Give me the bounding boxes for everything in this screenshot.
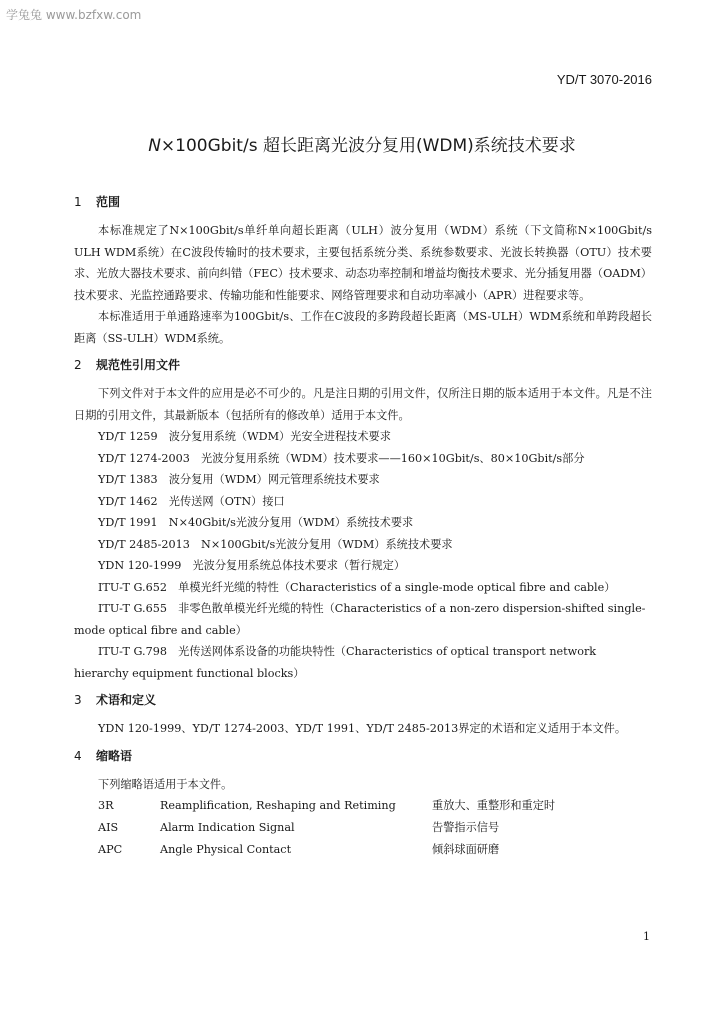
title-text: ×100Gbit/s 超长距离光波分复用(WDM)系统技术要求 xyxy=(160,136,576,156)
title-italic-prefix: N xyxy=(148,136,161,156)
scope-paragraph-2: 本标准适用于单通路速率为100Gbit/s、工作在C波段的多跨段超长距离（MS-ULH）WDM系统和单跨段超长距离（SS-ULH）WDM系统。 xyxy=(74,310,652,345)
reference-item: YD/T 1274-2003 光波分复用系统（WDM）技术要求——160×10Gbit/s、80×10Gbit/s部分 xyxy=(98,451,585,465)
abbreviation-english: Angle Physical Contact xyxy=(160,843,292,856)
abbreviations-intro: 下列缩略语适用于本文件。 xyxy=(98,777,233,791)
abbreviation: AIS xyxy=(98,821,119,834)
reference-item: YD/T 2485-2013 N×100Gbit/s光波分复用（WDM）系统技术要求 xyxy=(98,537,453,551)
section-title: 规范性引用文件 xyxy=(96,358,181,372)
reference-item: YD/T 1991 N×40Gbit/s光波分复用（WDM）系统技术要求 xyxy=(98,516,414,529)
abbreviation-english: Reamplification, Reshaping and Retiming xyxy=(160,799,396,812)
abbreviation-english: Alarm Indication Signal xyxy=(160,821,295,834)
abbreviation: APC xyxy=(98,843,123,856)
section-3-heading xyxy=(74,690,652,710)
scope-paragraph-1: 本标准规定了N×100Gbit/s单纤单向超长距离（ULH）波分复用（WDM）系统（下文简称N×100Gbit/s ULH WDM系统）在C波段传输时的技术要求，主要包括系统分类、系统参数要求、光波长转换器（OTU）技术要求、光放大器技术要求、前向纠错（FEC）技术要求、动态功率控制和增益均衡技术要求、光分插复用器（OADM）技术要求、光监控通路要求、传输功能和性能要求、网络管理要求和自动功率减小（APR）进程要求等。 xyxy=(74,224,652,302)
reference-item: ITU-T G.652 单模光纤光缆的特性（Characteristics of a single-mode optical fibre and cable） xyxy=(98,580,616,594)
section-1-heading xyxy=(74,192,652,212)
section-number: 3 xyxy=(74,693,82,707)
reference-item: YD/T 1383 波分复用（WDM）网元管理系统技术要求 xyxy=(98,473,380,486)
abbreviation-chinese: 告警指示信号 xyxy=(432,821,500,834)
document-number: YD/T 3070-2016 xyxy=(556,72,652,87)
abbreviation-chinese: 倾斜球面研磨 xyxy=(432,843,500,856)
page-title xyxy=(0,131,724,156)
terms-paragraph: YDN 120-1999、YD/T 1274-2003、YD/T 1991、YD/T 2485-2013界定的术语和定义适用于本文件。 xyxy=(98,722,627,735)
reference-item: YD/T 1462 光传送网（OTN）接口 xyxy=(98,494,285,508)
section-title: 范围 xyxy=(96,195,121,209)
abbreviation-row xyxy=(74,839,652,861)
section-2-heading xyxy=(74,355,652,375)
abbreviation-row xyxy=(74,817,652,839)
section-title: 缩略语 xyxy=(96,748,133,763)
watermark: 学兔兔 www.bzfxw.com xyxy=(6,8,142,22)
section-number: 4 xyxy=(74,748,82,763)
section-4-heading xyxy=(74,746,652,766)
abbreviation-row xyxy=(74,795,652,817)
reference-item: ITU-T G.798 光传送网体系设备的功能块特性（Characteristics of optical transport network hierarchy equipment functional blocks） xyxy=(74,645,597,680)
page-number: 1 xyxy=(643,930,650,943)
section-title: 术语和定义 xyxy=(96,693,157,707)
reference-item: YDN 120-1999 光波分复用系统总体技术要求（暂行规定） xyxy=(98,559,406,572)
section-number: 2 xyxy=(74,358,82,372)
abbreviation: 3R xyxy=(98,799,114,812)
reference-item: YD/T 1259 波分复用系统（WDM）光安全进程技术要求 xyxy=(98,430,391,443)
reference-list xyxy=(74,426,652,684)
references-intro: 下列文件对于本文件的应用是必不可少的。凡是注日期的引用文件，仅所注日期的版本适用于本文件。凡是不注日期的引用文件，其最新版本（包括所有的修改单）适用于本文件。 xyxy=(74,387,652,422)
section-number: 1 xyxy=(74,195,82,209)
abbreviation-chinese: 重放大、重整形和重定时 xyxy=(432,799,556,812)
reference-item: ITU-T G.655 非零色散单模光纤光缆的特性（Characteristics of a non-zero dispersion-shifted single-mode optical fibre and cable） xyxy=(74,602,646,637)
document-body xyxy=(74,186,652,861)
